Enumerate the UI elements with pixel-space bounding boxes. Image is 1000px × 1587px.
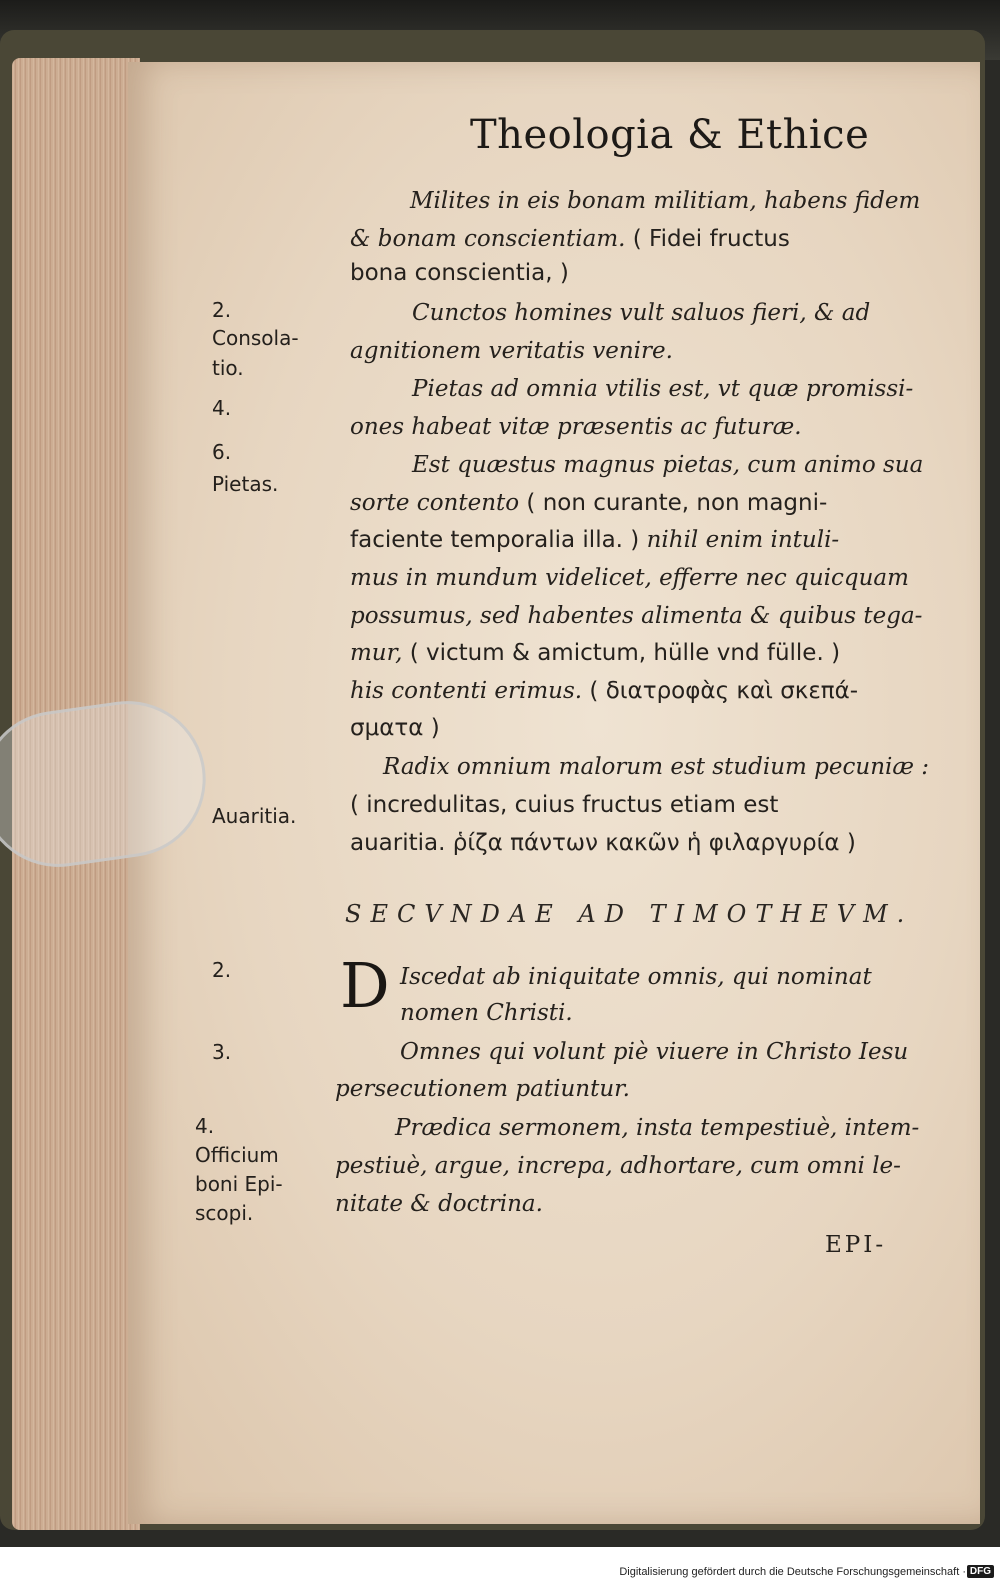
text-line: σματα ): [350, 715, 440, 741]
text-line: his contenti erimus. ( διατροφὰς καὶ σκεπά-: [350, 678, 859, 704]
text-line: persecutionem patiuntur.: [335, 1076, 630, 1102]
text-line: Prædica sermonem, insta tempestiuè, intem-: [395, 1115, 920, 1141]
margin-note: boni Epi-: [195, 1172, 283, 1196]
margin-note: 2.: [212, 958, 232, 982]
text-line: Omnes qui volunt piè viuere in Christo Iesu: [400, 1039, 909, 1065]
text-line: nitate & doctrina.: [335, 1191, 543, 1217]
text-line: faciente temporalia illa. ) nihil enim intuli-: [350, 527, 840, 553]
text-line: bona conscientia, ): [350, 260, 569, 286]
dfg-logo: DFG: [967, 1565, 994, 1578]
text-line: mur, ( victum & amictum, hülle vnd fülle. ): [350, 640, 841, 666]
text-line: Milites in eis bonam militiam, habens fidem: [410, 188, 921, 214]
margin-note: tio.: [212, 356, 244, 380]
margin-note: 3.: [212, 1040, 232, 1064]
text-line: mus in mundum videlicet, efferre nec quicquam: [350, 565, 909, 591]
text-line: nomen Christi.: [400, 1000, 573, 1026]
text-line: ones habeat vitæ præsentis ac futuræ.: [350, 414, 802, 440]
margin-note: Auaritia.: [212, 804, 297, 828]
text-line: possumus, sed habentes alimenta & quibus tega-: [350, 603, 923, 629]
drop-cap: D: [340, 949, 390, 1022]
funding-credit: Digitalisierung gefördert durch die Deutsche Forschungsgemeinschaft ·: [619, 1566, 966, 1578]
catchword: EPI-: [825, 1232, 887, 1258]
text-line: & bonam conscientiam. ( Fidei fructus: [350, 226, 790, 252]
running-head: Theologia & Ethice: [470, 112, 870, 158]
margin-note: 4.: [195, 1114, 215, 1138]
text-line: Est quæstus magnus pietas, cum animo sua: [412, 452, 924, 478]
margin-note: Consola-: [212, 326, 299, 350]
margin-note: scopi.: [195, 1201, 254, 1225]
text-line: Iscedat ab iniquitate omnis, qui nominat: [400, 964, 872, 990]
text-line: sorte contento ( non curante, non magni-: [350, 490, 828, 516]
text-line: pestiuè, argue, increpa, adhortare, cum omni le-: [335, 1153, 901, 1179]
text-line: ( incredulitas, cuius fructus etiam est: [350, 792, 779, 818]
text-line: auaritia. ῥίζα πάντων κακῶν ἡ φιλαργυρία ): [350, 830, 856, 856]
text-line: Pietas ad omnia vtilis est, vt quæ promissi-: [412, 376, 914, 402]
section-heading: SECVNDAE AD TIMOTHEVM.: [345, 900, 914, 928]
margin-note: 6.: [212, 440, 232, 464]
margin-note: Pietas.: [212, 472, 279, 496]
margin-note: 2.: [212, 298, 232, 322]
text-line: Cunctos homines vult saluos fieri, & ad: [412, 300, 871, 326]
text-line: agnitionem veritatis venire.: [350, 338, 673, 364]
margin-note: Officium: [195, 1143, 279, 1167]
text-line: Radix omnium malorum est studium pecuniæ :: [383, 754, 930, 780]
margin-note: 4.: [212, 396, 232, 420]
